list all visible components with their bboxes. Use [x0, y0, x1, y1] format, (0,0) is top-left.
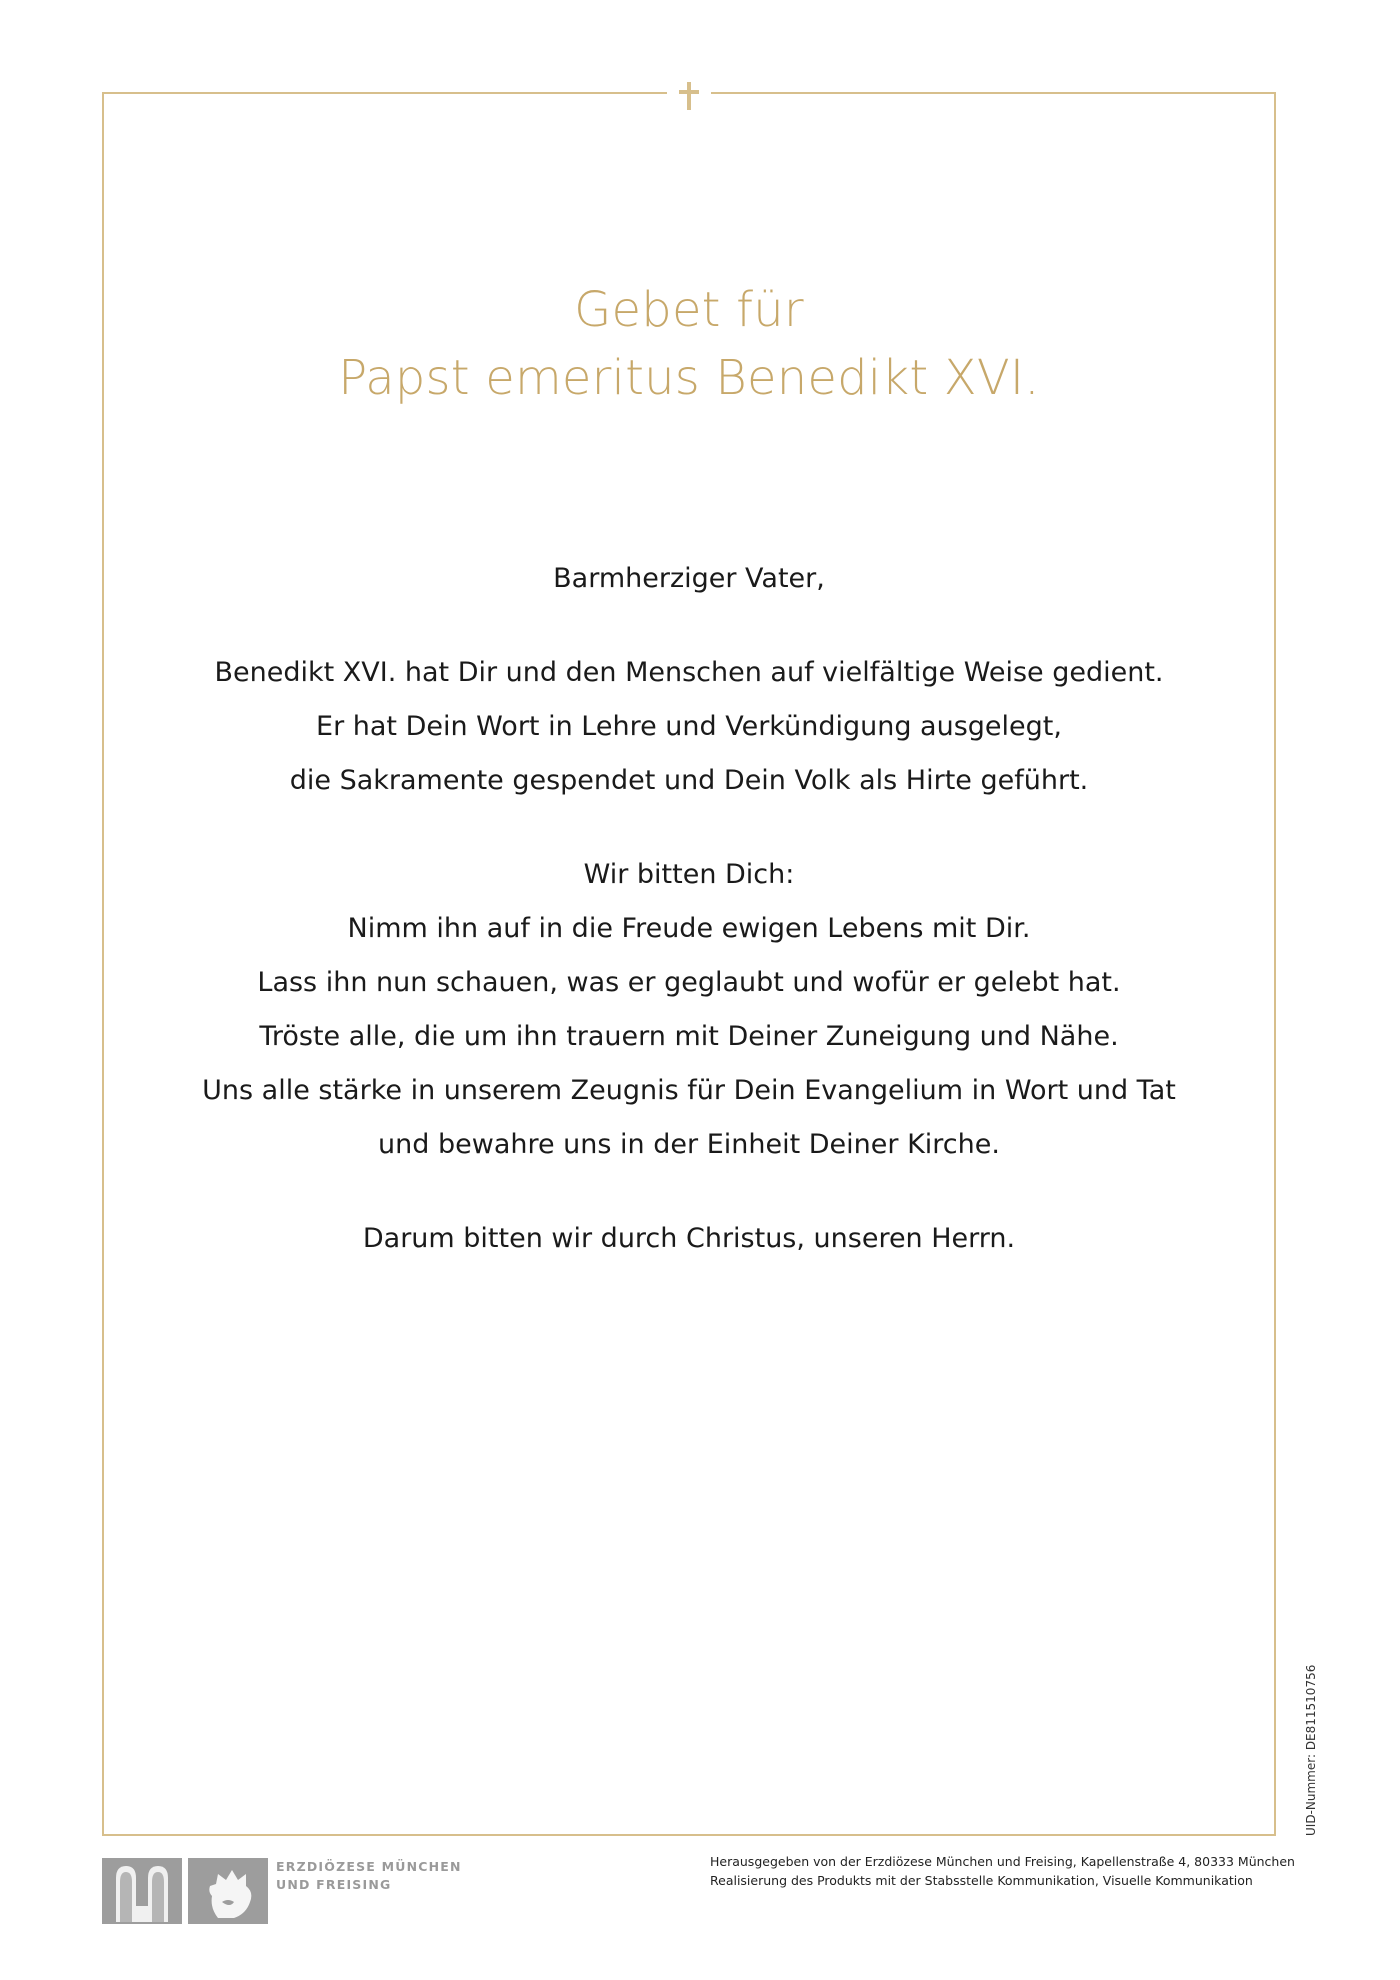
prayer-line: die Sakramente gespendet und Dein Volk als Hirte geführt. — [289, 765, 1089, 796]
publisher-line-2: Realisierung des Produkts mit der Stabsstelle Kommunikation, Visuelle Kommunikation — [710, 1873, 1253, 1888]
uid-number: UID-Nummer: DE811510756 — [1304, 1664, 1318, 1836]
prayer-line: Wir bitten Dich: — [583, 859, 795, 890]
diocese-name-line-1: ERZDIÖZESE MÜNCHEN — [276, 1859, 462, 1874]
prayer-line: Uns alle stärke in unserem Zeugnis für Dein Evangelium in Wort und Tat — [202, 1075, 1176, 1106]
diocese-name-line-2: UND FREISING — [276, 1877, 392, 1892]
prayer-line: Darum bitten wir durch Christus, unseren Herrn. — [362, 1223, 1016, 1254]
prayer-line: Benedikt XVI. hat Dir und den Menschen auf vielfältige Weise gedient. — [214, 657, 1164, 688]
page-title — [102, 276, 1276, 412]
prayer-line: Tröste alle, die um ihn trauern mit Deiner Zuneigung und Nähe. — [259, 1021, 1119, 1052]
prayer-line: Er hat Dein Wort in Lehre und Verkündigung ausgelegt, — [316, 711, 1062, 742]
title-line-2: Papst emeritus Benedikt XVI. — [338, 350, 1040, 406]
diocese-name — [276, 1858, 462, 1894]
prayer-line: Lass ihn nun schauen, was er geglaubt und wofür er gelebt hat. — [257, 967, 1121, 998]
prayer-text — [102, 552, 1276, 1266]
publisher-line-1: Herausgegeben von der Erzdiözese München und Freising, Kapellenstraße 4, 80333 München — [710, 1854, 1295, 1869]
prayer-line: Barmherziger Vater, — [553, 563, 825, 594]
publisher-info — [710, 1852, 1295, 1890]
title-line-1: Gebet für — [574, 282, 804, 338]
prayer-line: und bewahre uns in der Einheit Deiner Kirche. — [378, 1129, 1000, 1160]
diocese-logo-icon — [102, 1858, 268, 1924]
moor-head-icon — [188, 1858, 268, 1924]
prayer-line: Nimm ihn auf in die Freude ewigen Lebens mit Dir. — [347, 913, 1031, 944]
cross-icon — [667, 80, 711, 112]
cathedral-towers-icon — [102, 1858, 182, 1924]
